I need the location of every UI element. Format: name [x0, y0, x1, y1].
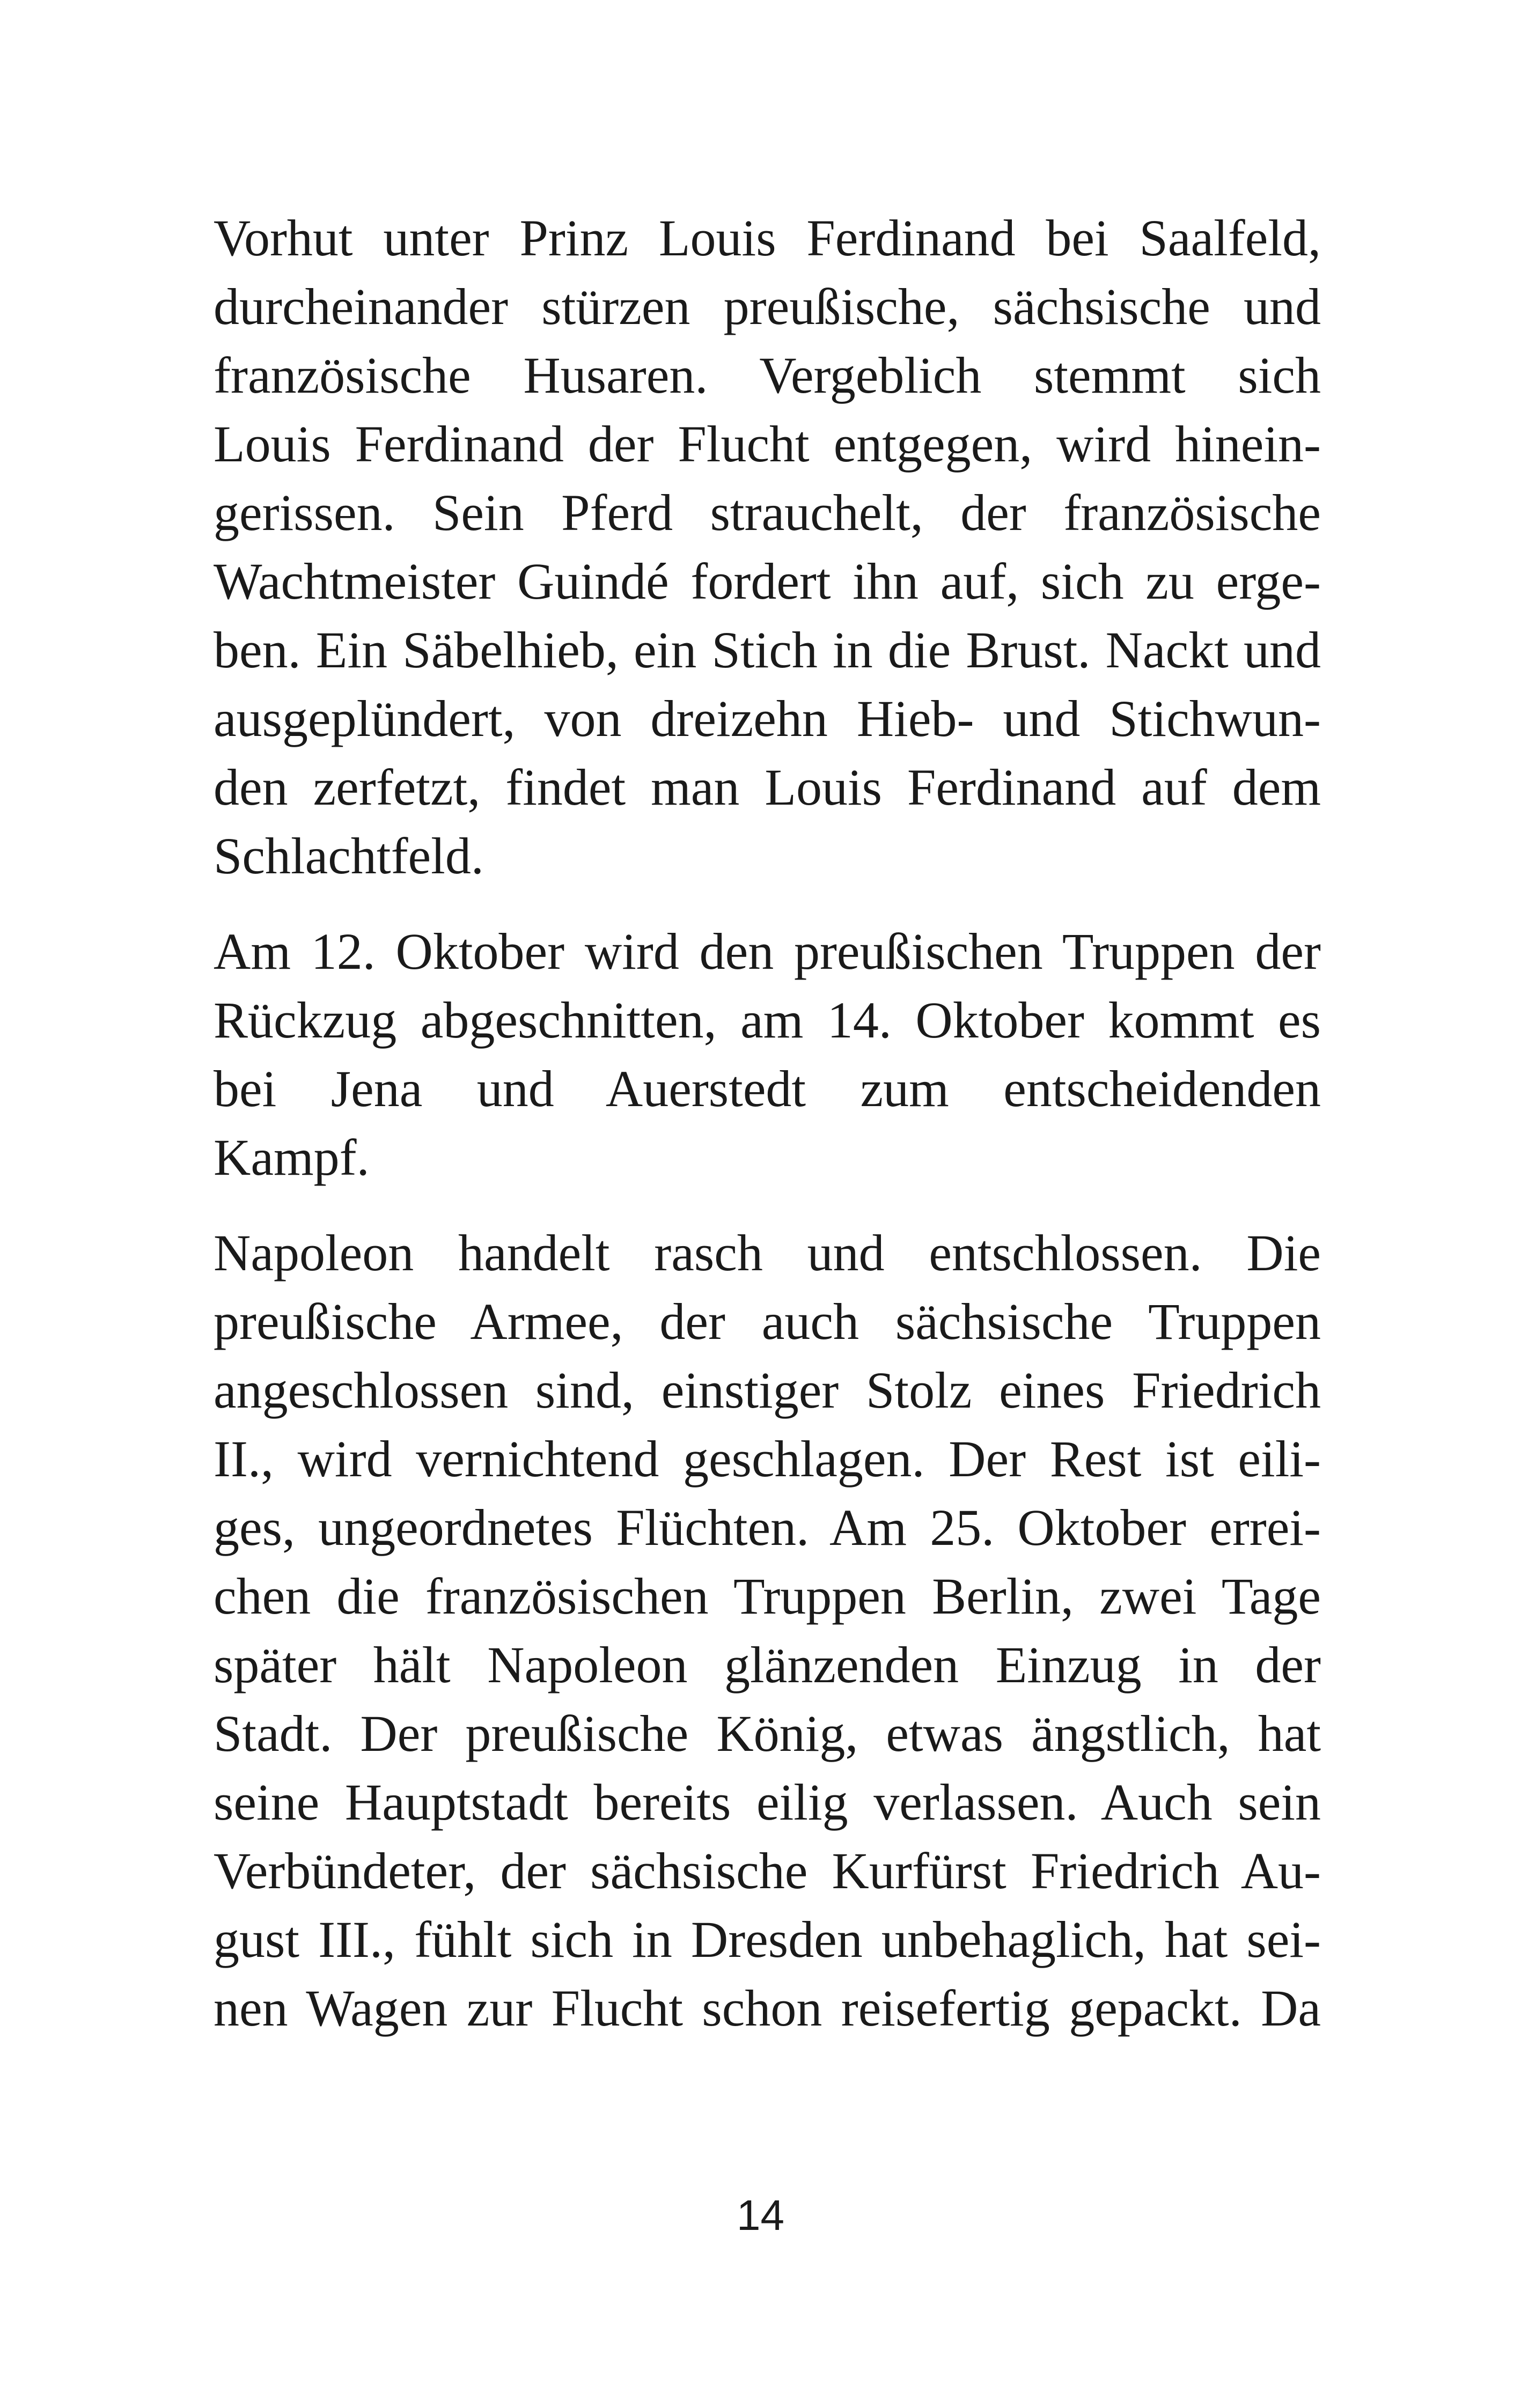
text-line: Verbündeter, der sächsische Kurfürst Friedrich Au-: [214, 1842, 1321, 1899]
text-line: Wachtmeister Guindé fordert ihn auf, sich zu erge-: [214, 553, 1321, 610]
text-line: französische Husaren. Vergeblich stemmt sich: [214, 347, 1321, 404]
text-line: seine Hauptstadt bereits eilig verlassen. Auch sein: [214, 1773, 1321, 1831]
page-number: 14: [737, 2191, 784, 2239]
text-line: den zerfetzt, findet man Louis Ferdinand auf dem: [214, 759, 1321, 816]
text-line: chen die französischen Truppen Berlin, zwei Tage: [214, 1567, 1321, 1625]
text-line: gust III., fühlt sich in Dresden unbehaglich, hat sei-: [214, 1911, 1321, 1968]
text-line: Kampf.: [214, 1129, 370, 1186]
text-line: Napoleon handelt rasch und entschlossen. Die: [214, 1224, 1321, 1282]
text-line: Vorhut unter Prinz Louis Ferdinand bei Saalfeld,: [214, 209, 1321, 267]
text-line: durcheinander stürzen preußische, sächsische und: [214, 278, 1321, 335]
text-line: ben. Ein Säbelhieb, ein Stich in die Brust. Nackt und: [214, 621, 1321, 679]
text-line: Louis Ferdinand der Flucht entgegen, wird hinein-: [214, 415, 1321, 473]
text-line: Am 12. Oktober wird den preußischen Truppen der: [214, 923, 1321, 980]
paragraph-3: [214, 1219, 1321, 2043]
text-line: bei Jena und Auerstedt zum entscheidenden: [214, 1060, 1321, 1117]
text-line: II., wird vernichtend geschlagen. Der Rest ist eili-: [214, 1430, 1321, 1487]
text-line: ausgeplündert, von dreizehn Hieb- und Stichwun-: [214, 690, 1321, 747]
paragraph-1: [214, 204, 1321, 890]
body-text: [214, 204, 1321, 2070]
text-line: ges, ungeordnetes Flüchten. Am 25. Oktober errei-: [214, 1499, 1321, 1556]
text-line: preußische Armee, der auch sächsische Truppen: [214, 1293, 1321, 1350]
text-line: Stadt. Der preußische König, etwas ängstlich, hat: [214, 1705, 1321, 1762]
text-line: später hält Napoleon glänzenden Einzug in der: [214, 1636, 1321, 1693]
text-line: Rückzug abgeschnitten, am 14. Oktober kommt es: [214, 991, 1321, 1049]
text-line: nen Wagen zur Flucht schon reisefertig gepackt. Da: [214, 1979, 1321, 2037]
paragraph-2: [214, 917, 1321, 1192]
text-line: Schlachtfeld.: [214, 827, 484, 885]
text-line: gerissen. Sein Pferd strauchelt, der französische: [214, 484, 1321, 541]
text-line: angeschlossen sind, einstiger Stolz eines Friedrich: [214, 1361, 1321, 1419]
